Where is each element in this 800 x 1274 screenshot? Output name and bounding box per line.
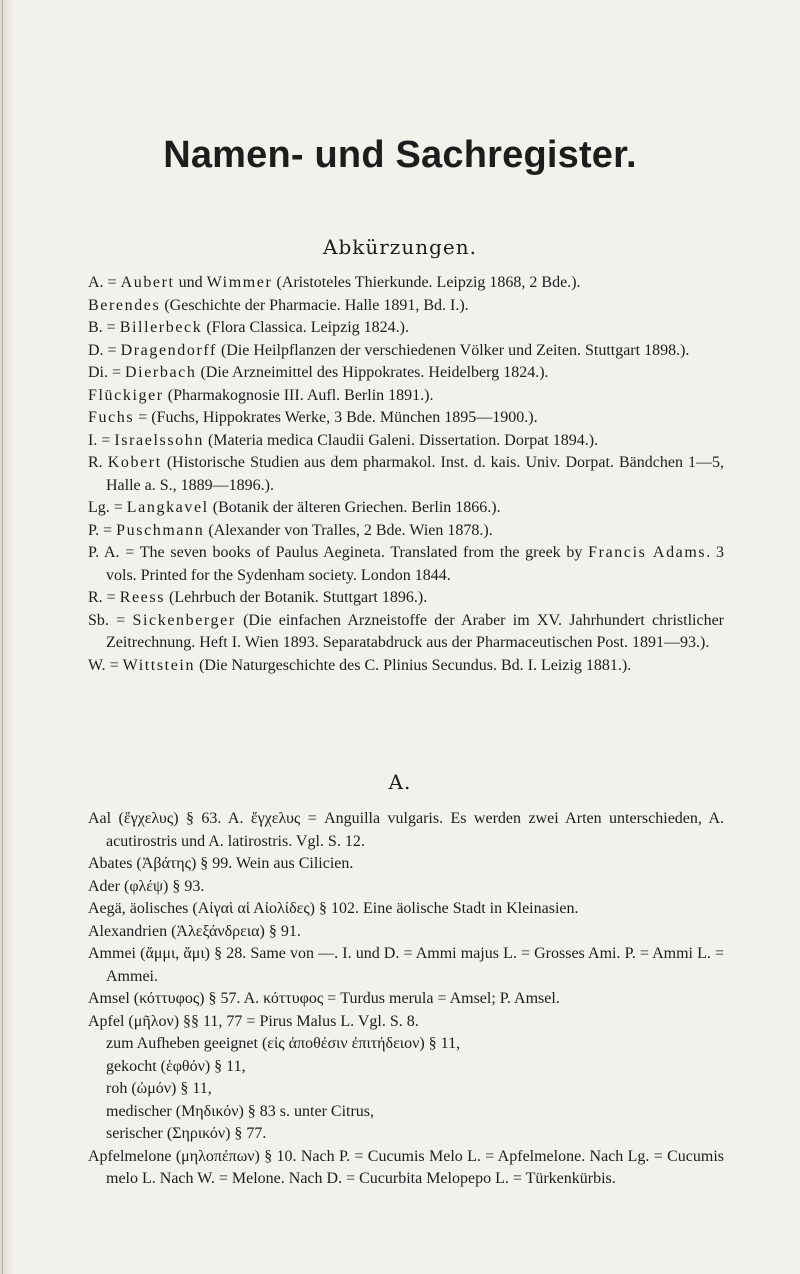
abbreviation-key: P. =: [88, 521, 117, 539]
abbreviation-rest: (Aristoteles Thierkunde. Leipzig 1868, 2 Bde.).: [272, 274, 581, 291]
abbreviation-name: Billerbeck: [119, 319, 203, 336]
abbreviation-entry: [88, 587, 724, 610]
index-entry: Ader (φλέψ) § 93.: [88, 877, 205, 895]
abbreviation-mid: The seven books of Paulus Aegineta. Translated from the greek by: [139, 544, 589, 561]
abbreviation-rest: (Die Heilpflanzen der verschiedenen Völker und Zeiten. Stuttgart 1898.).: [216, 341, 690, 359]
abbreviation-rest: . 3 vols. Printed for the Sydenham society. London 1844.: [106, 544, 725, 584]
index-entry: Alexandrien (Ἀλεξάνδρεια) § 91.: [88, 922, 301, 940]
abbreviation-key: B. =: [88, 319, 120, 336]
abbreviation-name: Puschmann: [116, 521, 205, 539]
abbreviation-entry: [88, 272, 724, 295]
index-entry: Apfel (μῆλον) §§ 11, 77 = Pirus Malus L. Vgl. S. 8.: [88, 1012, 419, 1030]
page-title: Namen- und Sachregister.: [163, 134, 637, 176]
abbreviation-entry: [88, 610, 724, 655]
abbreviation-name: Reess: [119, 589, 166, 606]
abbreviation-key: Sb. =: [88, 611, 133, 629]
index-subentry: gekocht (ἑφθόν) § 11,: [106, 1057, 246, 1075]
abbreviation-rest: (Alexander von Tralles, 2 Bde. Wien 1878.).: [204, 521, 493, 539]
index-subentry: roh (ὠμόν) § 11,: [106, 1080, 212, 1097]
abbreviation-rest: (Historische Studien aus dem pharmakol. Inst. d. kais. Univ. Dorpat. Bändchen 1—5, Halle a. S., 1889—1896.).: [106, 454, 725, 494]
abbreviation-key: I. =: [88, 431, 115, 449]
section-a-heading: A.: [388, 770, 412, 794]
abbreviation-name: Fuchs: [88, 409, 135, 426]
abbreviation-rest: (Geschichte der Pharmacie. Halle 1891, Bd. I.).: [160, 296, 469, 314]
abbreviation-key: Lg. =: [88, 499, 127, 516]
abbreviation-key: A. =: [88, 274, 121, 291]
section-a-list: [88, 808, 724, 1191]
abbreviation-key: Di. =: [88, 364, 126, 381]
abbreviation-name: Dierbach: [125, 364, 197, 381]
index-entry: Aegä, äolisches (Αἰγαὶ αἱ Αἰολίδες) § 102. Eine äolische Stadt in Kleinasien.: [88, 900, 579, 917]
abbreviation-entry: [88, 520, 724, 543]
abbreviation-key: W. =: [88, 656, 123, 674]
abbreviation-entry: [88, 362, 724, 385]
abbreviation-entry: [88, 430, 724, 453]
page-binding-line: [2, 0, 3, 1274]
index-entry: Aal (ἔγχελυς) § 63. A. ἔγχελυς = Anguilla vulgaris. Es werden zwei Arten unterschieden, A. acutirostris und A. latirostris. Vgl. S. 12.: [88, 810, 724, 850]
index-subentry: zum Aufheben geeignet (εἰς ἀποθέσιν ἐπιτήδειον) § 11,: [106, 1035, 461, 1052]
abbreviation-key: R.: [88, 454, 108, 471]
abbreviations-list: [88, 272, 724, 677]
abbreviation-name: Kobert: [107, 454, 162, 471]
abbreviation-entry: [88, 295, 724, 318]
abbreviation-entry: [88, 407, 724, 430]
abbreviation-rest: (Die Naturgeschichte des C. Plinius Secundus. Bd. I. Leizig 1881.).: [195, 656, 632, 674]
abbreviation-name2: Francis Adams: [588, 544, 707, 561]
abbreviation-name: Langkavel: [126, 499, 209, 516]
abbreviation-rest: (Die Arzneimittel des Hippokrates. Heidelberg 1824.).: [196, 364, 549, 381]
abbreviation-rest: (Die einfachen Arzneistoffe der Araber im XV. Jahrhundert christlicher Zeitrechnung. Heft I. Wien 1893. Separatabdruck aus der Pharmaceutischen Post. 1891—93.).: [106, 611, 725, 651]
abbreviation-mid: und: [174, 274, 207, 291]
abbreviation-key: P. A. =: [88, 544, 140, 561]
index-subentry: serischer (Σηρικόν) § 77.: [106, 1125, 267, 1142]
index-entry: Amsel (κόττυφος) § 57. A. κόττυφος = Turdus merula = Amsel; P. Amsel.: [88, 990, 560, 1007]
abbreviation-entry: [88, 317, 724, 340]
abbreviation-key: D. =: [88, 341, 121, 359]
abbreviation-entry: [88, 340, 724, 363]
abbreviation-entry: [88, 385, 724, 408]
abbreviation-rest: = (Fuchs, Hippokrates Werke, 3 Bde. München 1895—1900.).: [134, 409, 538, 426]
index-entry: Abates (Ἀβάτης) § 99. Wein aus Cilicien.: [88, 855, 354, 872]
index-subentry: medischer (Μηδικόν) § 83 s. unter Citrus,: [106, 1102, 375, 1120]
abbreviation-rest: (Lehrbuch der Botanik. Stuttgart 1896.).: [165, 589, 428, 606]
abbreviation-entry: [88, 542, 724, 587]
abbreviation-entry: [88, 452, 724, 497]
abbreviation-rest: (Botanik der älteren Griechen. Berlin 1866.).: [208, 499, 501, 516]
abbreviation-rest: (Materia medica Claudii Galeni. Dissertation. Dorpat 1894.).: [203, 431, 599, 449]
abbreviation-name2: Wimmer: [206, 274, 273, 291]
index-entry: Ammei (ἄμμι, ἄμι) § 28. Same von —. I. und D. = Ammi majus L. = Grosses Ami. P. = Ammi L. = Ammei.: [88, 945, 724, 985]
abbreviation-entry: [88, 497, 724, 520]
abbreviation-name: Wittstein: [122, 656, 196, 674]
abbreviation-name: Sickenberger: [132, 611, 236, 629]
abbreviation-name: Aubert: [120, 274, 175, 291]
abbreviations-heading: Abkürzungen.: [323, 235, 477, 259]
abbreviation-name: Dragendorff: [120, 341, 217, 359]
abbreviation-name: Berendes: [88, 296, 161, 314]
abbreviation-rest: (Flora Classica. Leipzig 1824.).: [202, 319, 409, 336]
index-entry: Apfelmelone (μηλοπέπων) § 10. Nach P. = Cucumis Melo L. = Apfelmelone. Nach Lg. = Cucumis melo L. Nach W. = Melone. Nach D. = Cucurbita Melopepo L. = Türkenkürbis.: [88, 1147, 724, 1187]
abbreviation-key: R. =: [88, 589, 120, 606]
abbreviation-entry: [88, 655, 724, 678]
abbreviation-name: Flückiger: [88, 386, 164, 404]
abbreviation-rest: (Pharmakognosie III. Aufl. Berlin 1891.).: [163, 386, 434, 404]
abbreviation-name: Israelssohn: [114, 431, 204, 449]
